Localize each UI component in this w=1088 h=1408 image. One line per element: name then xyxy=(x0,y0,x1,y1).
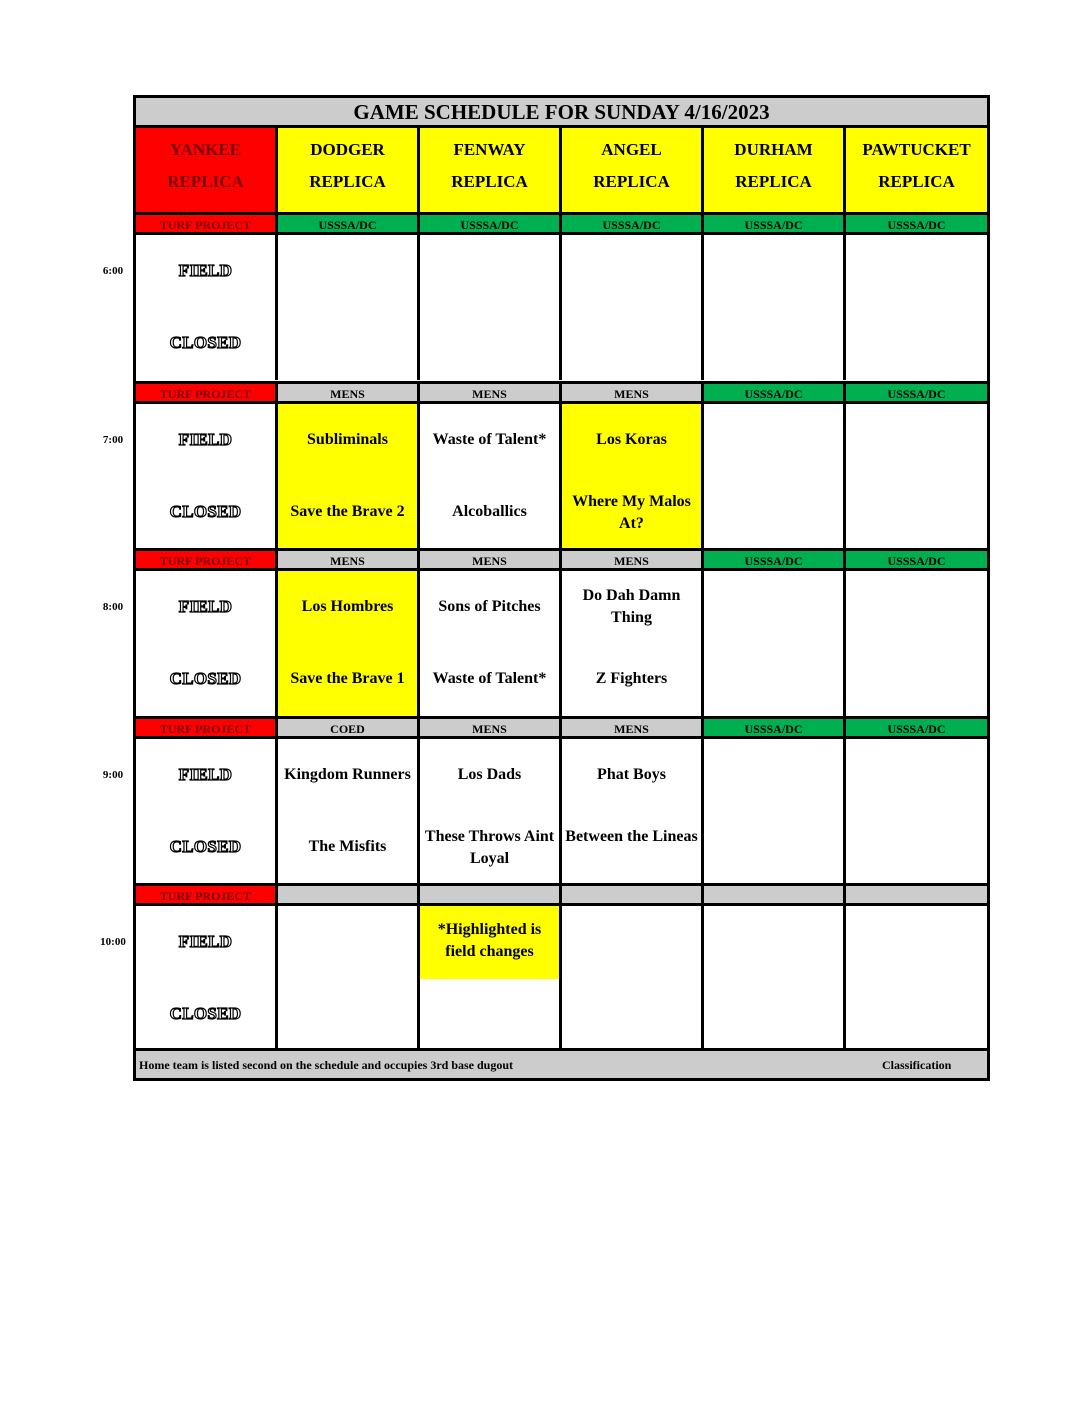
classification-band: USSSA/DC xyxy=(420,212,562,235)
field-subtitle: REPLICA xyxy=(735,172,812,191)
home-team: These Throws Aint Loyal xyxy=(424,828,555,867)
home-team: The Misfits xyxy=(308,838,387,855)
classification-band: TURF PROJECT xyxy=(136,548,278,571)
classification-band: MENS xyxy=(562,548,704,571)
away-team: Los Koras xyxy=(596,431,667,448)
time-label: 8:00 xyxy=(102,601,124,613)
game-cell xyxy=(420,235,562,380)
classification-band: TURF PROJECT xyxy=(136,716,278,739)
classification-band xyxy=(704,883,846,906)
game-cell xyxy=(704,404,846,549)
home-team: Z Fighters xyxy=(595,670,668,687)
game-cell xyxy=(278,404,420,549)
field-closed-label: CLOSED xyxy=(169,669,242,688)
classification-band: USSSA/DC xyxy=(846,548,987,571)
away-team: Los Dads xyxy=(457,766,522,783)
classification-band: MENS xyxy=(562,716,704,739)
classification-band xyxy=(846,883,987,906)
time-label: 10:00 xyxy=(100,936,126,948)
classification-band: USSSA/DC xyxy=(846,716,987,739)
schedule-sheet xyxy=(133,95,990,1081)
field-subtitle: REPLICA xyxy=(593,172,670,191)
classification-band: USSSA/DC xyxy=(704,716,846,739)
classification-band: COED xyxy=(278,716,420,739)
field-header-dodger xyxy=(278,128,420,212)
game-cell xyxy=(278,906,420,1051)
field-header-durham xyxy=(704,128,846,212)
field-subtitle: REPLICA xyxy=(451,172,528,191)
classification-band: MENS xyxy=(278,381,420,404)
classification-band: TURF PROJECT xyxy=(136,381,278,404)
home-team: Where My Malos At? xyxy=(572,493,691,532)
footer-note: Home team is listed second on the schedule and occupies 3rd base dugout xyxy=(139,1058,514,1072)
game-cell xyxy=(562,739,704,884)
schedule-title: GAME SCHEDULE FOR SUNDAY 4/16/2023 xyxy=(136,98,987,128)
field-closed-label: FIELD xyxy=(178,261,233,280)
field-subtitle: REPLICA xyxy=(309,172,386,191)
field-name: PAWTUCKET xyxy=(862,140,971,159)
home-team: Alcoballics xyxy=(452,503,527,520)
game-cell xyxy=(136,906,278,1051)
classification-band: USSSA/DC xyxy=(704,548,846,571)
game-cell xyxy=(562,235,704,380)
classification-band: USSSA/DC xyxy=(846,212,987,235)
field-closed-label: CLOSED xyxy=(169,837,242,856)
game-cell xyxy=(846,404,987,549)
classification-band: MENS xyxy=(420,716,562,739)
classification-band: USSSA/DC xyxy=(704,212,846,235)
classification-band: TURF PROJECT xyxy=(136,883,278,906)
away-team: Kingdom Runners xyxy=(284,766,411,783)
away-team: Waste of Talent* xyxy=(432,431,547,448)
field-closed-label: CLOSED xyxy=(169,1004,242,1023)
time-label: 7:00 xyxy=(102,434,124,446)
away-team: Phat Boys xyxy=(597,766,666,783)
classification-band: MENS xyxy=(562,381,704,404)
field-name: YANKEE xyxy=(169,140,242,159)
field-closed-label: FIELD xyxy=(178,765,233,784)
game-cell xyxy=(704,906,846,1051)
time-label: 9:00 xyxy=(102,769,124,781)
classification-band: MENS xyxy=(420,548,562,571)
game-cell xyxy=(278,739,420,884)
classification-band: USSSA/DC xyxy=(562,212,704,235)
game-cell xyxy=(704,739,846,884)
field-closed-label: CLOSED xyxy=(169,333,242,352)
game-cell xyxy=(562,404,704,549)
game-cell xyxy=(420,571,562,716)
field-header-angel xyxy=(562,128,704,212)
game-cell xyxy=(420,739,562,884)
field-subtitle: REPLICA xyxy=(167,172,244,191)
game-cell xyxy=(846,235,987,380)
away-team: Los Hombres xyxy=(301,598,394,615)
home-team: Save the Brave 1 xyxy=(290,670,405,687)
classification-band: MENS xyxy=(278,548,420,571)
game-cell xyxy=(562,571,704,716)
schedule-footer xyxy=(136,1048,987,1078)
field-name: FENWAY xyxy=(453,140,526,159)
field-header-pawtucket xyxy=(846,128,987,212)
classification-band: USSSA/DC xyxy=(704,381,846,404)
game-cell xyxy=(420,404,562,549)
classification-band xyxy=(562,883,704,906)
field-header-yankee xyxy=(136,128,278,212)
highlight-note-text: *Highlighted is field changes xyxy=(437,921,542,960)
classification-band: MENS xyxy=(420,381,562,404)
away-team: Sons of Pitches xyxy=(438,598,541,615)
game-cell xyxy=(704,235,846,380)
highlight-note xyxy=(420,906,559,979)
home-team: Between the Lineas xyxy=(565,828,698,845)
classification-band xyxy=(278,883,420,906)
away-team: Subliminals xyxy=(307,431,388,448)
field-name: DURHAM xyxy=(734,140,813,159)
field-header-fenway xyxy=(420,128,562,212)
game-cell xyxy=(136,235,278,380)
game-cell xyxy=(704,571,846,716)
time-label: 6:00 xyxy=(102,265,124,277)
game-cell xyxy=(136,739,278,884)
game-cell xyxy=(846,906,987,1051)
field-name: DODGER xyxy=(310,140,385,159)
classification-band: USSSA/DC xyxy=(278,212,420,235)
field-subtitle: REPLICA xyxy=(878,172,955,191)
game-cell xyxy=(136,571,278,716)
field-closed-label: FIELD xyxy=(178,430,233,449)
footer-classification: Classification xyxy=(882,1058,952,1072)
game-cell xyxy=(846,739,987,884)
game-cell xyxy=(562,906,704,1051)
field-closed-label: CLOSED xyxy=(169,502,242,521)
field-closed-label: FIELD xyxy=(178,597,233,616)
classification-band xyxy=(420,883,562,906)
home-team: Save the Brave 2 xyxy=(290,503,405,520)
game-cell xyxy=(136,404,278,549)
field-closed-label: FIELD xyxy=(178,932,233,951)
classification-band: USSSA/DC xyxy=(846,381,987,404)
field-name: ANGEL xyxy=(601,140,662,159)
game-cell xyxy=(278,235,420,380)
home-team: Waste of Talent* xyxy=(432,670,547,687)
game-cell xyxy=(278,571,420,716)
game-cell xyxy=(846,571,987,716)
away-team: Do Dah Damn Thing xyxy=(582,587,681,626)
classification-band: TURF PROJECT xyxy=(136,212,278,235)
